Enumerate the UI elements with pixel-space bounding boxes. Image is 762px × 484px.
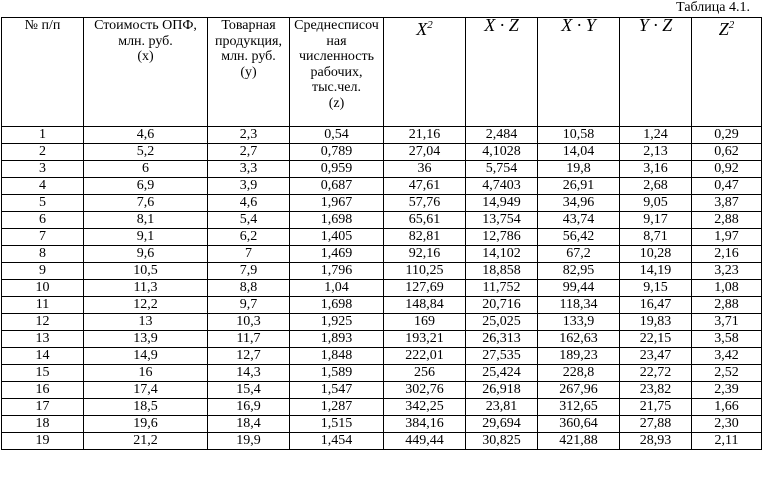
cell-num: 8 [2,246,84,263]
cell-x-squared: 47,61 [384,178,466,195]
cell-y-times-z: 27,88 [620,416,692,433]
header-z: Среднесписоч ная численность рабочих, тыс.чел. (z) [290,18,384,127]
header-y-times-z: Y · Z [620,18,692,127]
table-row [2,314,762,331]
cell-x-times-y: 99,44 [538,280,620,297]
cell-num: 11 [2,297,84,314]
cell-x-times-z: 14,949 [466,195,538,212]
cell-x-squared: 302,76 [384,382,466,399]
cell-y-times-z: 9,05 [620,195,692,212]
cell-z-squared: 2,39 [692,382,762,399]
cell-x-times-y: 133,9 [538,314,620,331]
cell-z-squared: 1,97 [692,229,762,246]
cell-x-times-y: 162,63 [538,331,620,348]
data-table [1,17,762,450]
cell-y-times-z: 10,28 [620,246,692,263]
cell-x: 13 [84,314,208,331]
cell-y: 11,7 [208,331,290,348]
cell-num: 3 [2,161,84,178]
cell-z-squared: 2,11 [692,433,762,450]
cell-x: 9,1 [84,229,208,246]
cell-z: 1,589 [290,365,384,382]
cell-z-squared: 3,71 [692,314,762,331]
cell-x-times-y: 360,64 [538,416,620,433]
cell-x: 21,2 [84,433,208,450]
cell-x-times-y: 14,04 [538,144,620,161]
table-row [2,433,762,450]
cell-z: 0,687 [290,178,384,195]
cell-y: 18,4 [208,416,290,433]
cell-num: 13 [2,331,84,348]
cell-x-times-z: 20,716 [466,297,538,314]
cell-z: 1,454 [290,433,384,450]
cell-z: 1,04 [290,280,384,297]
table-row [2,229,762,246]
cell-y-times-z: 21,75 [620,399,692,416]
table-row [2,127,762,144]
cell-num: 5 [2,195,84,212]
header-x: Стоимость ОПФ, млн. руб. (x) [84,18,208,127]
table-row [2,212,762,229]
cell-y: 3,3 [208,161,290,178]
header-num: № п/п [2,18,84,127]
cell-y: 6,2 [208,229,290,246]
cell-y-times-z: 16,47 [620,297,692,314]
cell-z: 1,925 [290,314,384,331]
cell-x-times-z: 25,025 [466,314,538,331]
table-caption: Таблица 4.1. [676,0,750,15]
cell-num: 7 [2,229,84,246]
cell-z: 1,698 [290,297,384,314]
cell-z-squared: 3,87 [692,195,762,212]
cell-z: 1,796 [290,263,384,280]
header-x-times-y: X · Y [538,18,620,127]
cell-x-squared: 127,69 [384,280,466,297]
cell-y: 10,3 [208,314,290,331]
cell-num: 16 [2,382,84,399]
cell-y-times-z: 23,47 [620,348,692,365]
cell-x-squared: 222,01 [384,348,466,365]
cell-x-squared: 256 [384,365,466,382]
cell-z: 1,698 [290,212,384,229]
cell-y: 9,7 [208,297,290,314]
cell-y: 14,3 [208,365,290,382]
cell-z: 1,967 [290,195,384,212]
cell-x-times-y: 67,2 [538,246,620,263]
cell-x-times-z: 14,102 [466,246,538,263]
table-row [2,195,762,212]
cell-z: 1,469 [290,246,384,263]
cell-z-squared: 2,30 [692,416,762,433]
cell-z-squared: 0,62 [692,144,762,161]
cell-x: 19,6 [84,416,208,433]
cell-y-times-z: 14,19 [620,263,692,280]
table-row [2,365,762,382]
cell-x-times-z: 13,754 [466,212,538,229]
cell-x-times-y: 34,96 [538,195,620,212]
cell-z: 0,54 [290,127,384,144]
cell-x-times-z: 4,1028 [466,144,538,161]
cell-z-squared: 1,66 [692,399,762,416]
cell-x-times-z: 18,858 [466,263,538,280]
cell-y: 5,4 [208,212,290,229]
cell-y: 7 [208,246,290,263]
cell-num: 2 [2,144,84,161]
cell-x: 6,9 [84,178,208,195]
table-row [2,399,762,416]
cell-x-times-z: 29,694 [466,416,538,433]
cell-y: 12,7 [208,348,290,365]
cell-y: 19,9 [208,433,290,450]
cell-x-times-z: 26,313 [466,331,538,348]
cell-x-times-y: 10,58 [538,127,620,144]
table-row [2,280,762,297]
cell-x-times-z: 23,81 [466,399,538,416]
cell-x-squared: 65,61 [384,212,466,229]
cell-x-times-z: 12,786 [466,229,538,246]
cell-x-times-y: 56,42 [538,229,620,246]
cell-x-times-y: 82,95 [538,263,620,280]
cell-x: 5,2 [84,144,208,161]
cell-y: 7,9 [208,263,290,280]
cell-x: 10,5 [84,263,208,280]
cell-y-times-z: 9,17 [620,212,692,229]
cell-x-times-y: 312,65 [538,399,620,416]
cell-x: 17,4 [84,382,208,399]
table-row [2,416,762,433]
cell-x-times-y: 421,88 [538,433,620,450]
cell-x-squared: 449,44 [384,433,466,450]
cell-x: 4,6 [84,127,208,144]
cell-num: 1 [2,127,84,144]
cell-z-squared: 0,29 [692,127,762,144]
cell-y: 4,6 [208,195,290,212]
cell-x-squared: 57,76 [384,195,466,212]
cell-x-times-y: 43,74 [538,212,620,229]
cell-y: 15,4 [208,382,290,399]
cell-y-times-z: 22,15 [620,331,692,348]
cell-z: 1,287 [290,399,384,416]
cell-x: 7,6 [84,195,208,212]
cell-num: 6 [2,212,84,229]
header-row [2,18,762,127]
cell-x-times-y: 228,8 [538,365,620,382]
cell-y-times-z: 2,13 [620,144,692,161]
cell-num: 12 [2,314,84,331]
cell-x-times-y: 118,34 [538,297,620,314]
cell-y-times-z: 2,68 [620,178,692,195]
cell-x-squared: 82,81 [384,229,466,246]
cell-z-squared: 0,47 [692,178,762,195]
cell-y-times-z: 22,72 [620,365,692,382]
table-row [2,144,762,161]
cell-x-squared: 110,25 [384,263,466,280]
cell-x: 9,6 [84,246,208,263]
cell-x-squared: 36 [384,161,466,178]
cell-y: 2,7 [208,144,290,161]
table-row [2,348,762,365]
cell-x-times-z: 30,825 [466,433,538,450]
cell-y-times-z: 3,16 [620,161,692,178]
cell-num: 10 [2,280,84,297]
cell-x-squared: 193,21 [384,331,466,348]
cell-z-squared: 2,88 [692,212,762,229]
cell-x-squared: 92,16 [384,246,466,263]
cell-z-squared: 2,16 [692,246,762,263]
cell-x: 18,5 [84,399,208,416]
cell-z-squared: 2,88 [692,297,762,314]
header-y: Товарная продукция, млн. руб. (y) [208,18,290,127]
cell-x-times-y: 189,23 [538,348,620,365]
cell-x-times-y: 267,96 [538,382,620,399]
cell-x-times-z: 2,484 [466,127,538,144]
cell-z-squared: 3,42 [692,348,762,365]
cell-z: 1,547 [290,382,384,399]
cell-x: 12,2 [84,297,208,314]
header-x-squared: $X^2$ [384,18,466,127]
cell-y: 3,9 [208,178,290,195]
cell-z: 1,515 [290,416,384,433]
table-row [2,161,762,178]
table-row [2,246,762,263]
cell-x: 8,1 [84,212,208,229]
table-row [2,297,762,314]
cell-z-squared: 3,23 [692,263,762,280]
cell-x-times-z: 25,424 [466,365,538,382]
header-x-times-z: X · Z [466,18,538,127]
table-row [2,178,762,195]
cell-z-squared: 1,08 [692,280,762,297]
cell-x-squared: 342,25 [384,399,466,416]
cell-y-times-z: 8,71 [620,229,692,246]
cell-x-squared: 27,04 [384,144,466,161]
cell-y-times-z: 23,82 [620,382,692,399]
cell-num: 18 [2,416,84,433]
header-z-squared: $Z^2$ [692,18,762,127]
cell-x: 6 [84,161,208,178]
cell-num: 9 [2,263,84,280]
cell-x-squared: 169 [384,314,466,331]
cell-x-times-z: 11,752 [466,280,538,297]
cell-y-times-z: 28,93 [620,433,692,450]
cell-z: 0,789 [290,144,384,161]
cell-num: 4 [2,178,84,195]
cell-x-squared: 384,16 [384,416,466,433]
cell-x-times-z: 4,7403 [466,178,538,195]
cell-z: 0,959 [290,161,384,178]
cell-x: 13,9 [84,331,208,348]
cell-num: 14 [2,348,84,365]
cell-y: 8,8 [208,280,290,297]
cell-z: 1,848 [290,348,384,365]
cell-z-squared: 2,52 [692,365,762,382]
cell-num: 19 [2,433,84,450]
cell-x-squared: 148,84 [384,297,466,314]
cell-z-squared: 3,58 [692,331,762,348]
cell-x-times-y: 26,91 [538,178,620,195]
cell-z-squared: 0,92 [692,161,762,178]
cell-x-squared: 21,16 [384,127,466,144]
cell-x: 14,9 [84,348,208,365]
cell-z: 1,893 [290,331,384,348]
cell-y: 2,3 [208,127,290,144]
cell-z: 1,405 [290,229,384,246]
cell-num: 15 [2,365,84,382]
table-row [2,263,762,280]
cell-x-times-y: 19,8 [538,161,620,178]
cell-y: 16,9 [208,399,290,416]
cell-x-times-z: 5,754 [466,161,538,178]
cell-num: 17 [2,399,84,416]
cell-x-times-z: 26,918 [466,382,538,399]
cell-y-times-z: 9,15 [620,280,692,297]
table-row [2,331,762,348]
cell-x: 11,3 [84,280,208,297]
cell-y-times-z: 1,24 [620,127,692,144]
cell-y-times-z: 19,83 [620,314,692,331]
cell-x: 16 [84,365,208,382]
table-row [2,382,762,399]
cell-x-times-z: 27,535 [466,348,538,365]
